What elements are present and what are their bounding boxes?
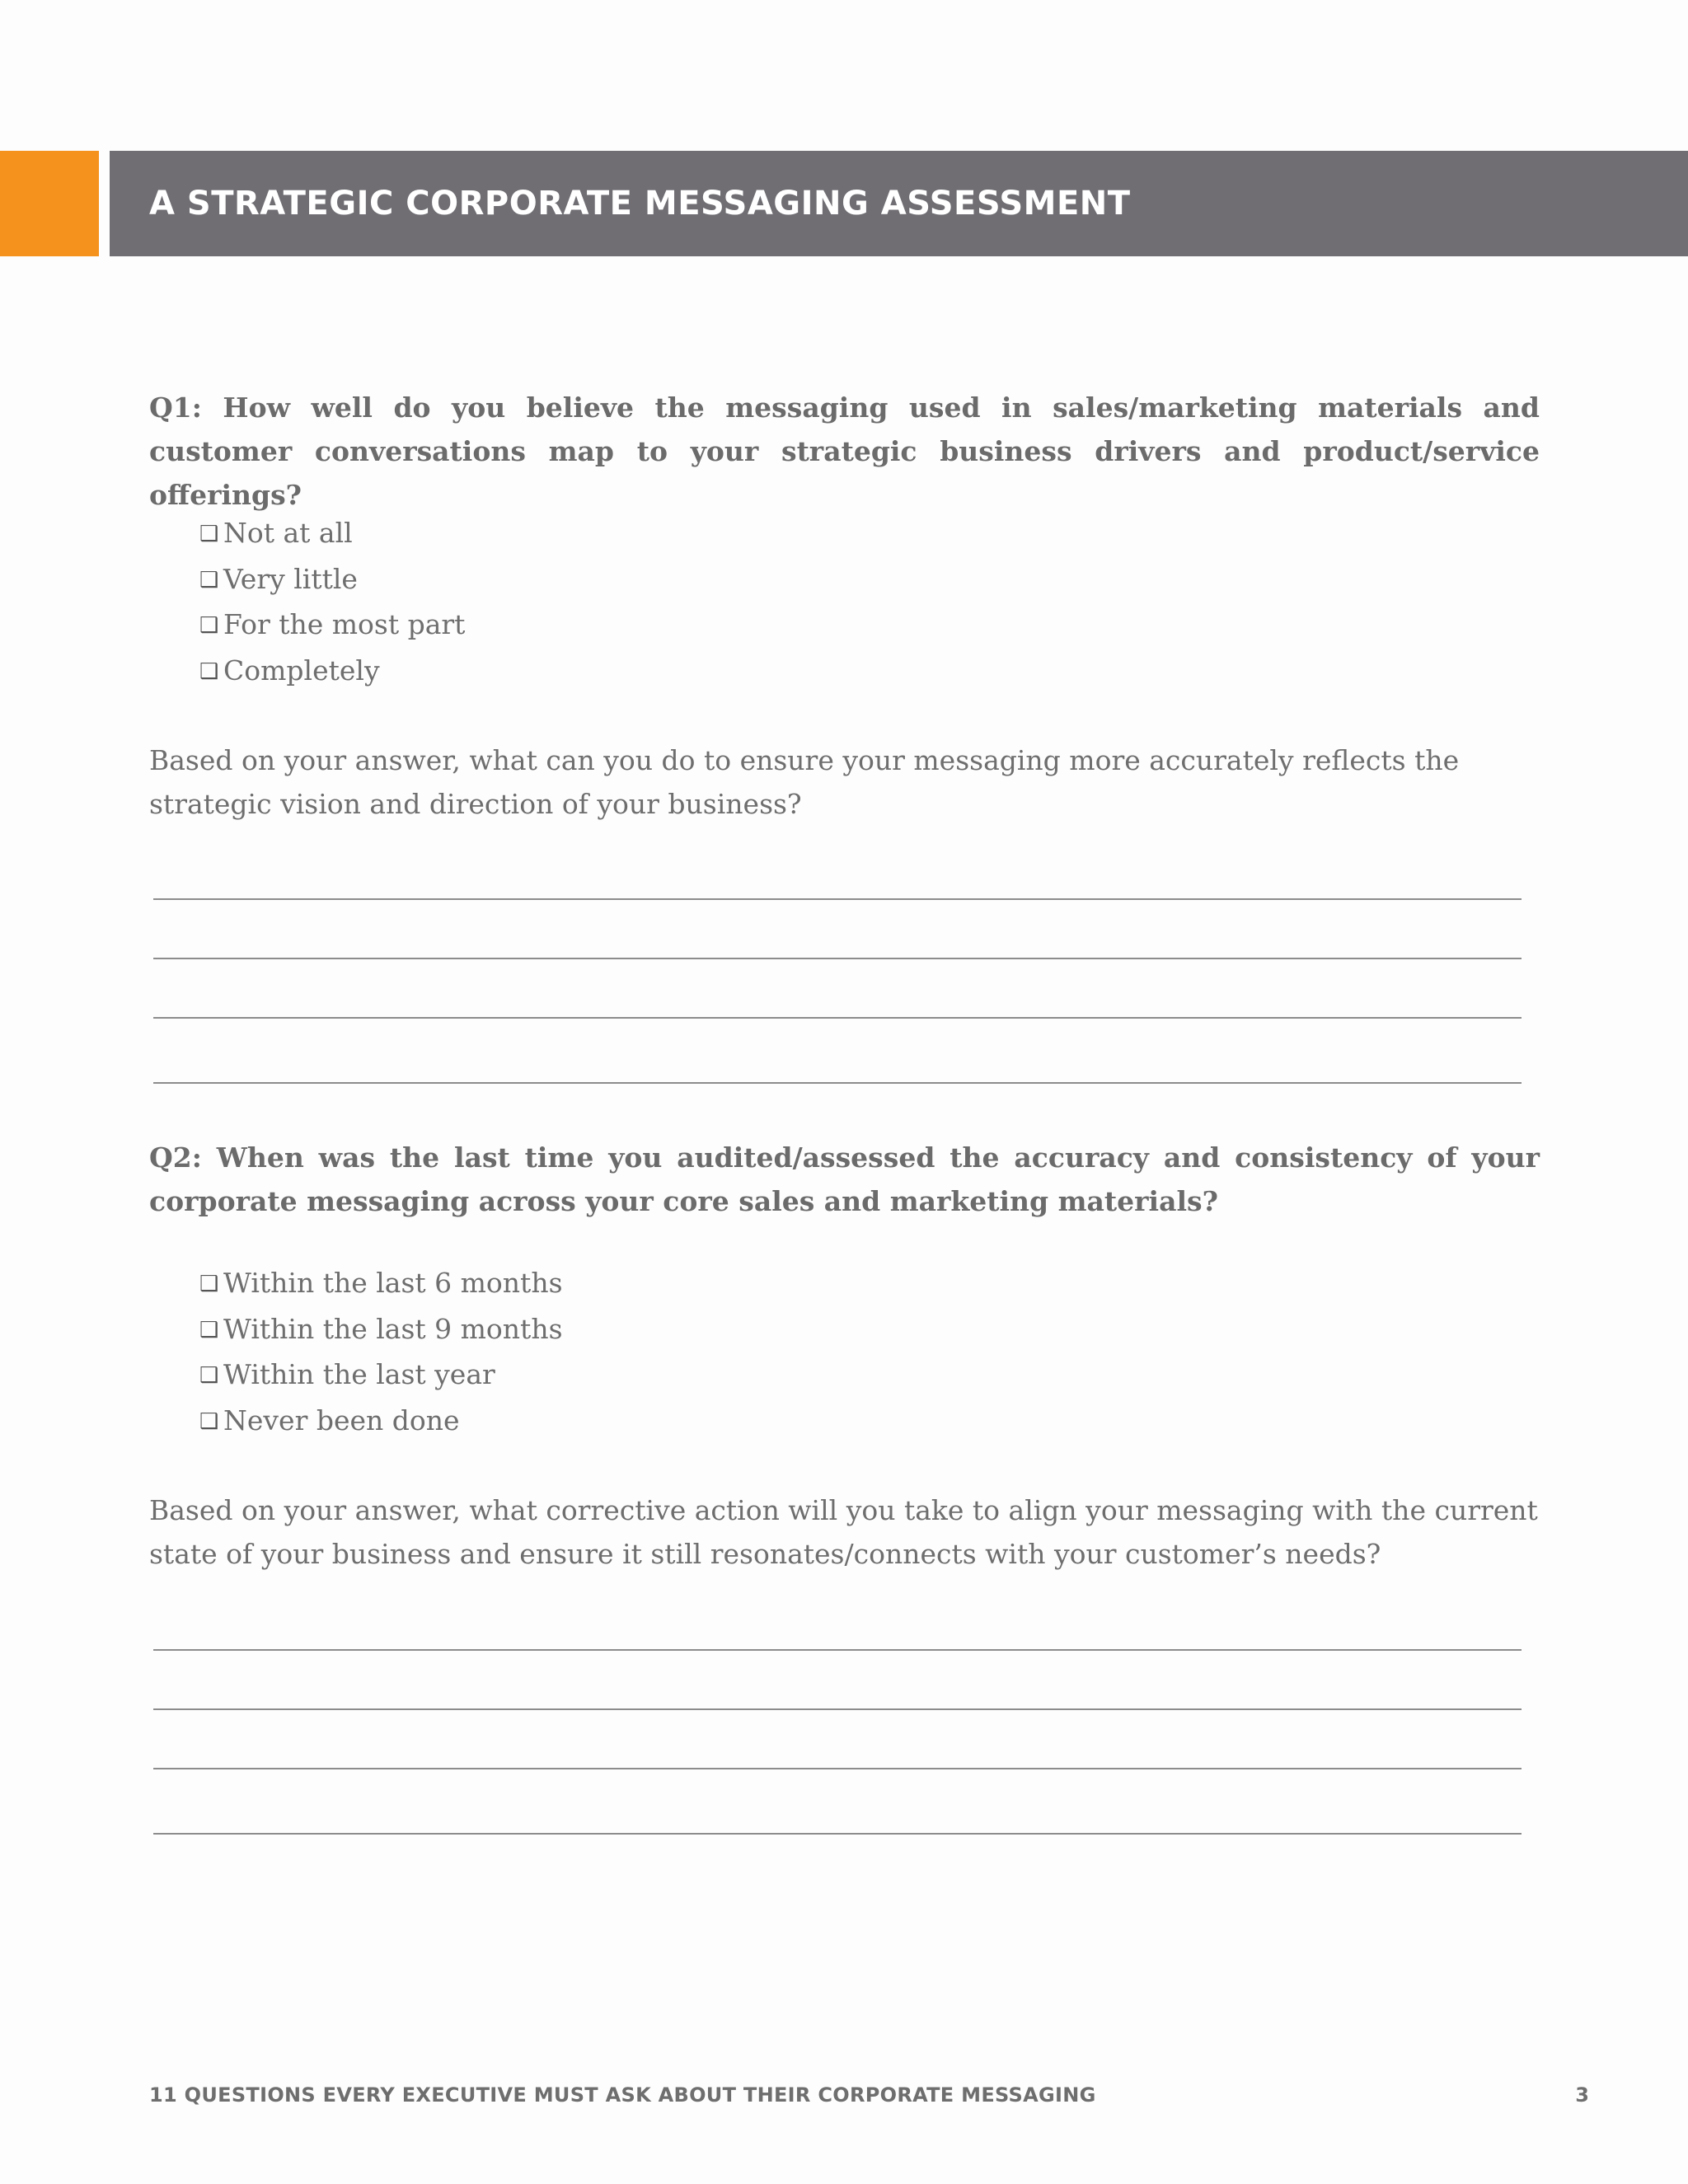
option-for-the-most-part[interactable] (199, 602, 465, 649)
question-1-text: Q1: How well do you believe the messaging used in sales/marketing materials and customer conversations map to your strategic business drivers and product/service offerings? (149, 391, 1540, 511)
checkbox-icon[interactable]: ❑ (199, 1363, 219, 1388)
banner-accent-block (0, 151, 99, 256)
answer-line-q2-1[interactable] (153, 1649, 1522, 1651)
option-never-been-done[interactable] (199, 1399, 563, 1445)
checkbox-icon[interactable]: ❑ (199, 567, 219, 593)
option-label: Very little (223, 562, 358, 595)
answer-line-q2-2[interactable] (153, 1708, 1522, 1710)
option-label: Within the last 6 months (223, 1267, 563, 1299)
option-label: Within the last 9 months (223, 1312, 563, 1345)
question-2-section (149, 1136, 1540, 1570)
option-label: For the most part (223, 608, 466, 640)
answer-line-q1-2[interactable] (153, 958, 1522, 959)
checkbox-icon[interactable]: ❑ (199, 1272, 219, 1296)
option-within-6-months[interactable] (199, 1261, 563, 1307)
checkbox-icon[interactable]: ❑ (199, 1317, 219, 1343)
question-1-options (199, 511, 465, 694)
checkbox-icon[interactable]: ❑ (199, 1408, 219, 1434)
question-2-options (199, 1261, 563, 1444)
option-label: Never been done (223, 1404, 460, 1436)
question-1-section (149, 386, 1540, 820)
option-within-last-year[interactable] (199, 1352, 563, 1399)
page-title: A STRATEGIC CORPORATE MESSAGING ASSESSMENT (149, 185, 1131, 223)
page-number: 3 (1575, 2083, 1589, 2107)
question-1-followup-prompt: Based on your answer, what can you do to ensure your messaging more accurately reflects the strategic vision and direction of your business? (149, 744, 1460, 820)
checkbox-icon[interactable]: ❑ (199, 522, 219, 546)
answer-line-q1-4[interactable] (153, 1082, 1522, 1084)
answer-line-q1-3[interactable] (153, 1017, 1522, 1019)
checkbox-icon[interactable]: ❑ (199, 613, 219, 638)
option-label: Not at all (223, 517, 353, 549)
answer-line-q1-1[interactable] (153, 898, 1522, 900)
checkbox-icon[interactable]: ❑ (199, 658, 219, 684)
option-label: Within the last year (223, 1358, 495, 1390)
question-2-text: Q2: When was the last time you audited/assessed the accuracy and consistency of your corporate messaging across your core sales and marketing materials? (149, 1141, 1540, 1217)
answer-line-q2-3[interactable] (153, 1768, 1522, 1769)
option-not-at-all[interactable] (199, 511, 465, 557)
option-completely[interactable] (199, 649, 465, 695)
footer-title: 11 QUESTIONS EVERY EXECUTIVE MUST ASK ABOUT THEIR CORPORATE MESSAGING (149, 2083, 1096, 2107)
option-very-little[interactable] (199, 557, 465, 603)
answer-line-q2-4[interactable] (153, 1833, 1522, 1835)
option-label: Completely (223, 654, 380, 687)
option-within-9-months[interactable] (199, 1307, 563, 1353)
question-2-followup-prompt: Based on your answer, what corrective action will you take to align your messaging with the current state of your business and ensure it still resonates/connects with your customer’s needs? (149, 1494, 1538, 1570)
